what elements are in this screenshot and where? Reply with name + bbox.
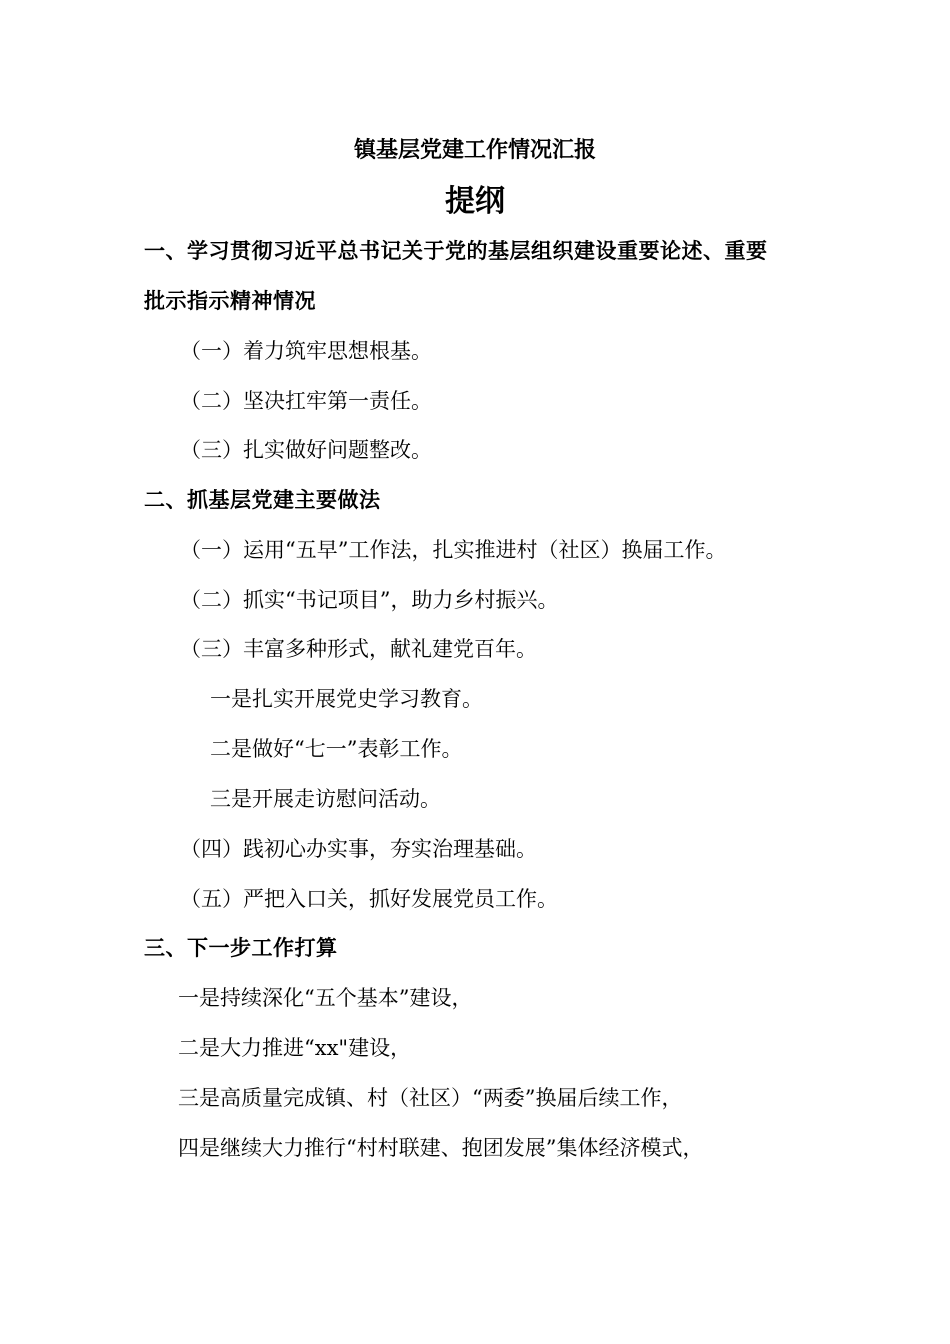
document-title: 镇基层党建工作情况汇报 xyxy=(353,138,596,163)
section2-heading: 二、抓基层党建主要做法 xyxy=(144,488,381,512)
section2-item: （一）运用“五早”工作法，扎实推进村（社区）换届工作。 xyxy=(180,538,727,562)
section3-item: 三是高质量完成镇、村（社区）“两委”换届后续工作， xyxy=(178,1086,683,1110)
section1-heading-line2: 批示指示精神情况 xyxy=(144,289,316,313)
section2-subitem: 一是扎实开展党史学习教育。 xyxy=(210,687,483,711)
section3-item: 二是大力推进“xx"建设， xyxy=(178,1036,412,1060)
section2-item: （五）严把入口关，抓好发展党员工作。 xyxy=(180,887,558,911)
section2-item: （三）丰富多种形式，献礼建党百年。 xyxy=(180,637,537,661)
section1-item: （一）着力筑牢思想根基。 xyxy=(180,339,432,363)
section2-subitem: 二是做好“七一”表彰工作。 xyxy=(210,737,463,761)
section3-item: 四是继续大力推行“村村联建、抱团发展”集体经济模式， xyxy=(178,1136,704,1160)
section2-item: （四）践初心办实事，夯实治理基础。 xyxy=(180,837,537,861)
section1-item: （二）坚决扛牢第一责任。 xyxy=(180,389,432,413)
section2-item: （二）抓实“书记项目”，助力乡村振兴。 xyxy=(180,588,559,612)
section1-heading-line1: 一、学习贯彻习近平总书记关于党的基层组织建设重要论述、重要 xyxy=(144,239,768,263)
section1-item: （三）扎实做好问题整改。 xyxy=(180,438,432,462)
section3-item: 一是持续深化“五个基本”建设， xyxy=(178,986,473,1010)
section2-subitem: 三是开展走访慰问活动。 xyxy=(210,787,441,811)
document-subtitle: 提纲 xyxy=(445,184,505,219)
section3-heading: 三、下一步工作打算 xyxy=(144,936,338,960)
